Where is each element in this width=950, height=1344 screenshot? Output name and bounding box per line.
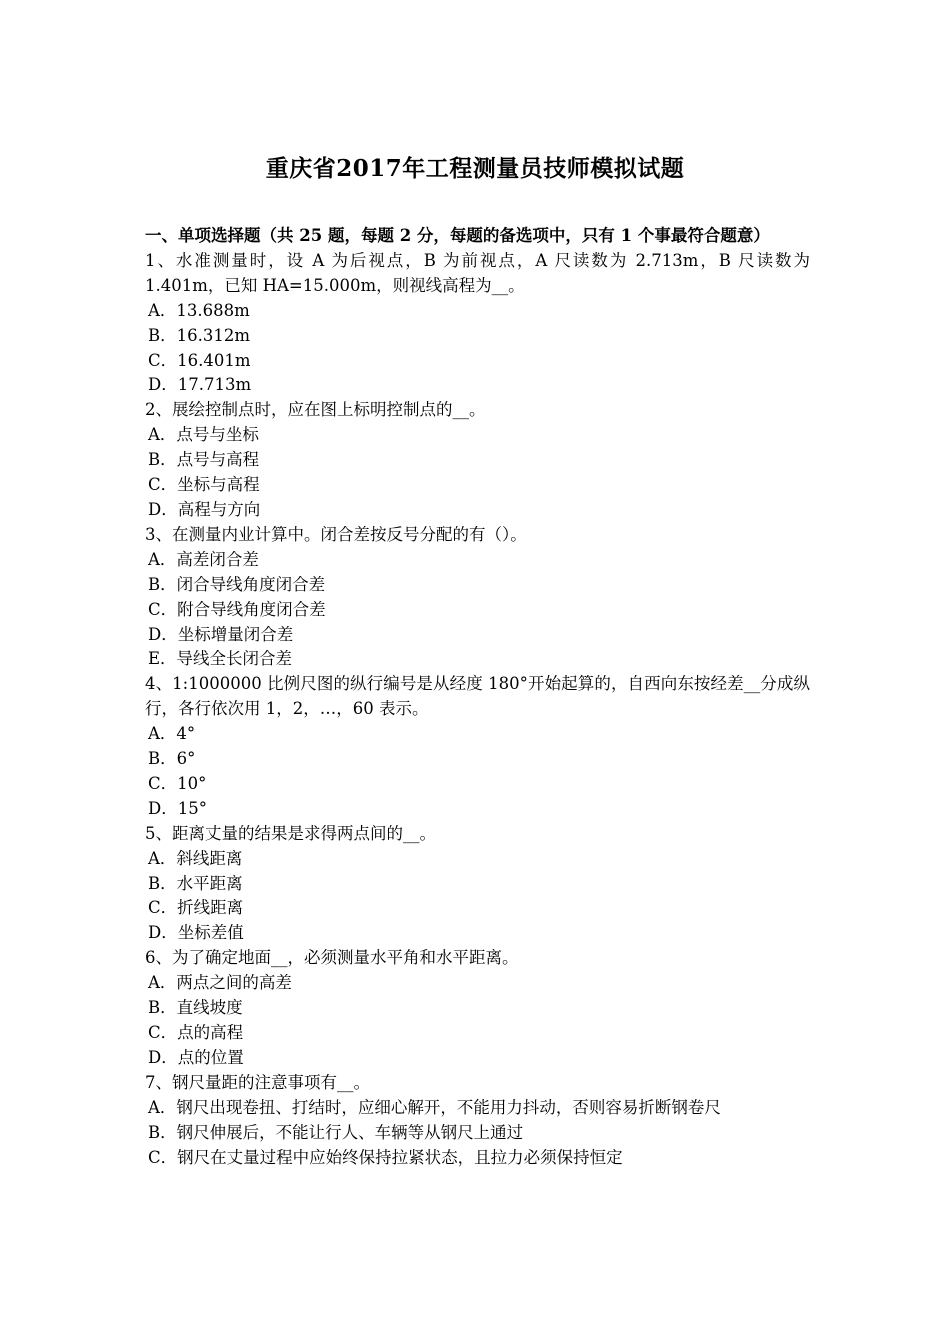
answer-option: B．水平距离: [148, 873, 243, 893]
answer-option: B．闭合导线角度闭合差: [148, 574, 326, 594]
option-list: [145, 1096, 810, 1171]
answer-option: C．10°: [148, 773, 207, 793]
answer-option: B．6°: [148, 749, 196, 769]
answer-option: C．坐标与高程: [148, 475, 260, 495]
answer-option: A．13.688m: [148, 300, 250, 320]
option-list: [145, 847, 810, 947]
answer-option: C．16.401m: [148, 350, 251, 370]
question-text: 5、距离丈量的结果是求得两点间的__。: [145, 823, 436, 843]
answer-option: D．15°: [148, 798, 207, 818]
question-item: [145, 523, 810, 672]
answer-option: D．点的位置: [148, 1047, 244, 1067]
answer-option: A．两点之间的高差: [148, 973, 292, 993]
answer-option: A．点号与坐标: [148, 425, 259, 445]
option-list: [145, 548, 810, 673]
section-heading: 一、单项选择题（共 25 题，每题 2 分，每题的备选项中，只有 1 个事最符合题意）: [145, 226, 770, 245]
answer-option: B．点号与高程: [148, 450, 260, 470]
answer-option: A．斜线距离: [148, 848, 243, 868]
answer-option: C．点的高程: [148, 1023, 244, 1042]
answer-option: A．4°: [148, 724, 196, 744]
answer-option: C．钢尺在丈量过程中应始终保持拉紧状态，且拉力必须保持恒定: [148, 1147, 623, 1167]
question-text: 7、钢尺量距的注意事项有__。: [145, 1072, 370, 1092]
answer-option: A．钢尺出现卷扭、打结时，应细心解开，不能用力抖动，否则容易折断钢卷尺: [148, 1097, 721, 1117]
answer-option: B．16.312m: [148, 325, 251, 345]
option-list: [145, 722, 810, 822]
answer-option: D．17.713m: [148, 375, 252, 395]
question-text: 4、1:1000000 比例尺图的纵行编号是从经度 180°开始起算的，自西向东按经差__分成纵行，各行依次用 1，2，…，60 表示。: [145, 674, 810, 719]
question-text: 2、展绘控制点时，应在图上标明控制点的__。: [145, 400, 486, 420]
question-item: [145, 822, 810, 947]
answer-option: D．高程与方向: [148, 499, 261, 519]
option-list: [145, 971, 810, 1071]
answer-option: C．附合导线角度闭合差: [148, 599, 326, 619]
answer-option: B．直线坡度: [148, 998, 243, 1018]
answer-option: A．高差闭合差: [148, 549, 259, 569]
document-body: [145, 224, 810, 1170]
question-item: [145, 1071, 810, 1171]
question-item: [145, 946, 810, 1071]
question-item: [145, 398, 810, 523]
question-text: 1、水准测量时，设 A 为后视点，B 为前视点，A 尺读数为 2.713m，B 尺读数为 1.401m，已知 HA=15.000m，则视线高程为__。: [145, 250, 810, 295]
question-text: 6、为了确定地面__，必须测量水平角和水平距离。: [145, 948, 519, 968]
answer-option: D．坐标增量闭合差: [148, 624, 294, 644]
answer-option: E．导线全长闭合差: [148, 649, 293, 669]
option-list: [145, 299, 810, 399]
question-list: [145, 249, 810, 1171]
answer-option: D．坐标差值: [148, 923, 244, 943]
question-text: 3、在测量内业计算中。闭合差按反号分配的有（）。: [145, 524, 527, 544]
answer-option: B．钢尺伸展后，不能让行人、车辆等从钢尺上通过: [148, 1122, 524, 1142]
option-list: [145, 423, 810, 523]
question-item: [145, 249, 810, 398]
answer-option: C．折线距离: [148, 898, 244, 918]
document-title: 重庆省2017年工程测量员技师模拟试题: [265, 155, 685, 182]
question-item: [145, 672, 810, 821]
